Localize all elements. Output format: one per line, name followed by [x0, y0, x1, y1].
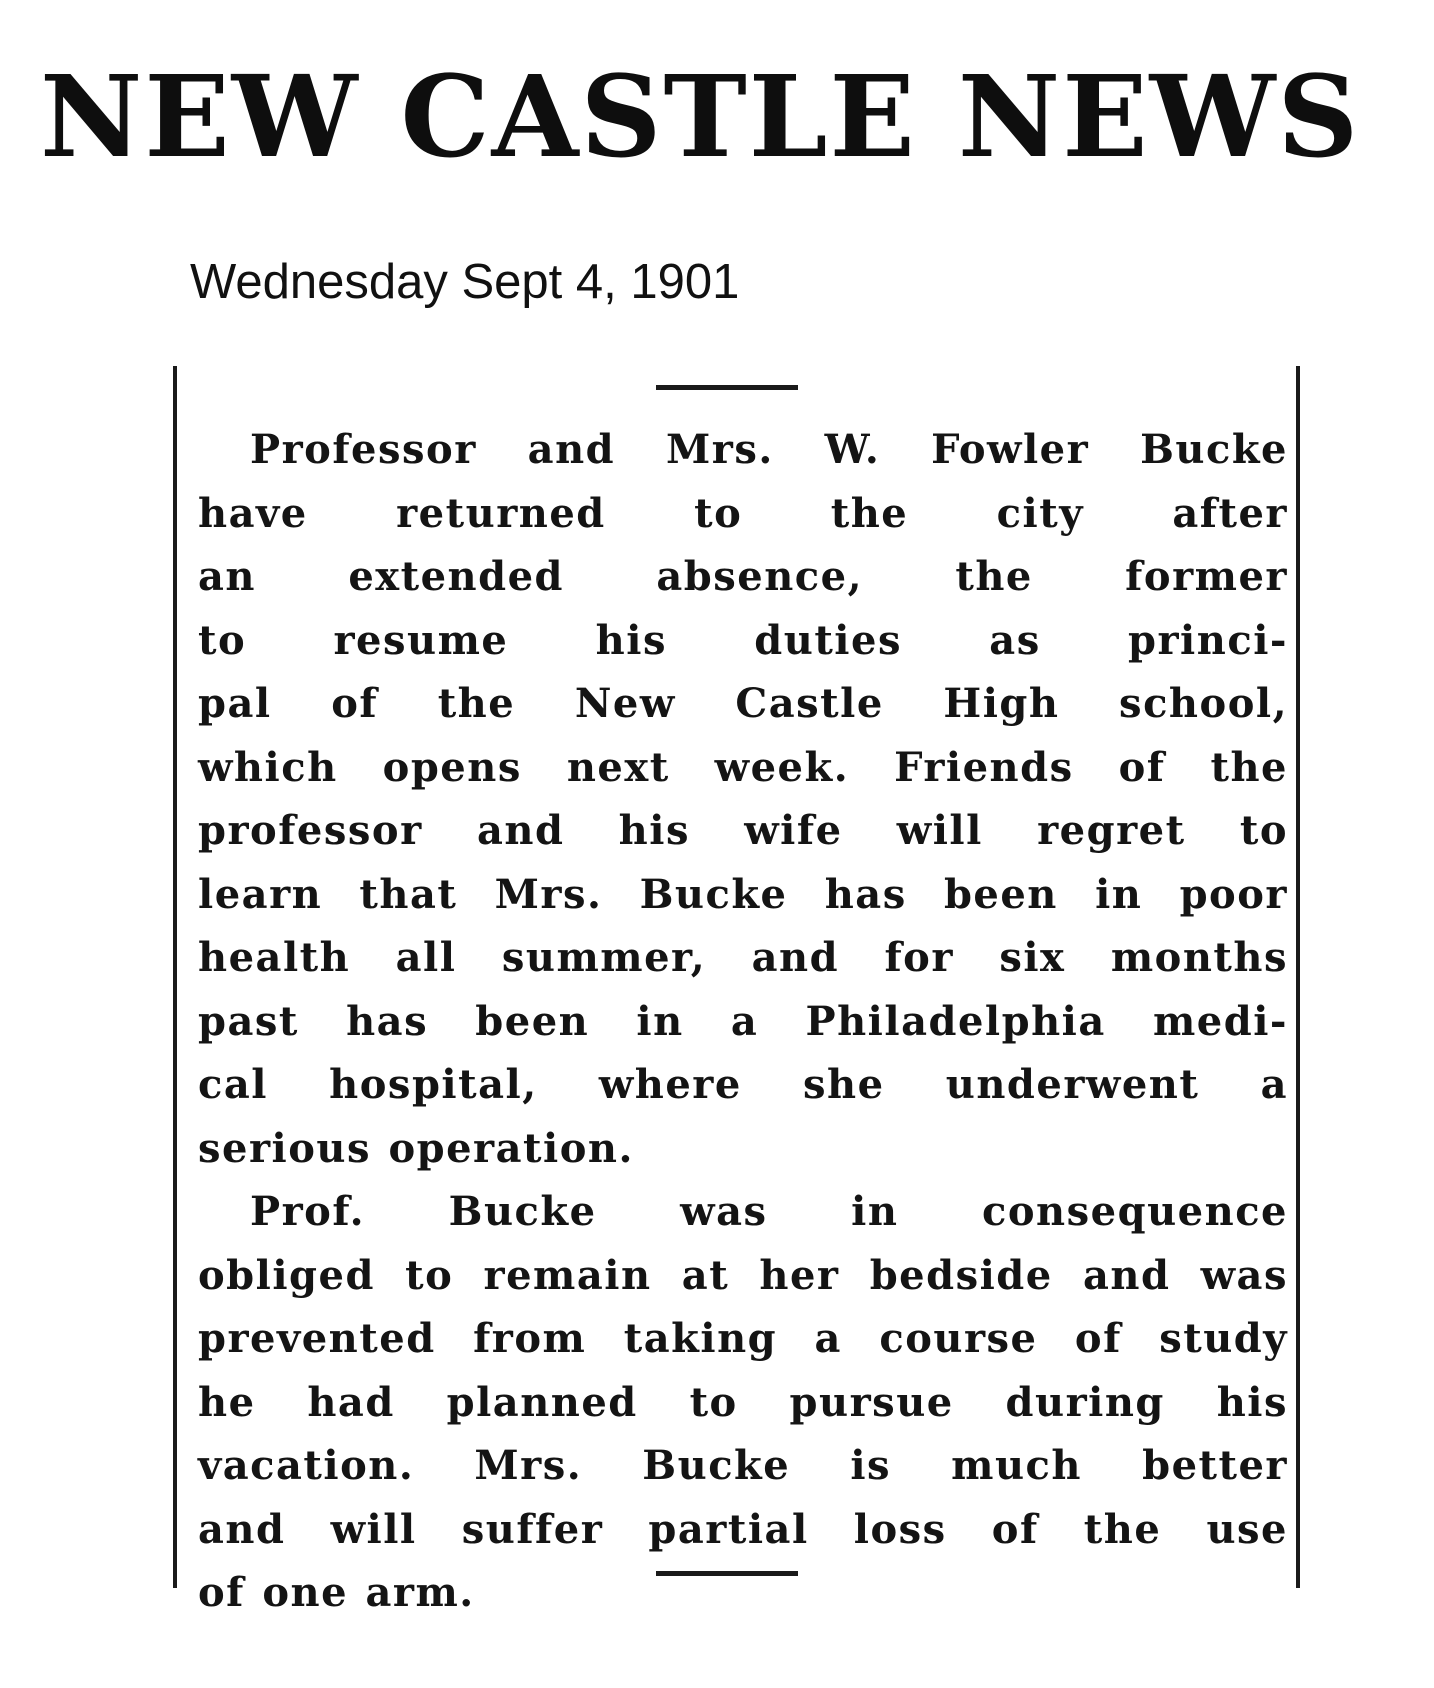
newspaper-masthead: NEW CASTLE NEWS [40, 52, 1361, 183]
article-separator-top [656, 385, 798, 390]
article-line: cal hospital, where she underwent a [198, 1061, 1288, 1108]
article-line: professor and his wife will regret to [198, 807, 1288, 854]
article-line: and will suffer partial loss of the use [198, 1505, 1288, 1553]
article-paragraph-1 [198, 418, 1288, 1180]
article-line: Professor and Mrs. W. Fowler Bucke [250, 426, 1288, 473]
article-line: of one arm. [198, 1569, 475, 1616]
article-line: past has been in a Philadelphia medi- [198, 997, 1288, 1045]
article-line: an extended absence, the former [198, 553, 1288, 600]
article-line: vacation. Mrs. Bucke is much better [198, 1442, 1288, 1489]
article-body [198, 418, 1288, 1625]
article-line: learn that Mrs. Bucke has been in poor [198, 870, 1288, 918]
column-rule-right [1296, 366, 1300, 1588]
article-line: he had planned to pursue during his [198, 1378, 1288, 1426]
article-line: pal of the New Castle High school, [198, 680, 1288, 727]
article-separator-bottom [656, 1571, 798, 1576]
article-line: obliged to remain at her bedside and was [198, 1251, 1288, 1299]
article-line: health all summer, and for six months [198, 934, 1288, 981]
article-line: prevented from taking a course of study [198, 1315, 1288, 1362]
publication-date: Wednesday Sept 4, 1901 [190, 255, 740, 309]
article-paragraph-2 [198, 1180, 1288, 1625]
article-line: to resume his duties as princi- [198, 616, 1288, 664]
article-line: serious operation. [198, 1124, 634, 1172]
article-line: which opens next week. Friends of the [198, 743, 1288, 791]
column-rule-left [173, 366, 177, 1588]
article-line: Prof. Bucke was in consequence [250, 1188, 1288, 1235]
article-line: have returned to the city after [198, 489, 1288, 537]
